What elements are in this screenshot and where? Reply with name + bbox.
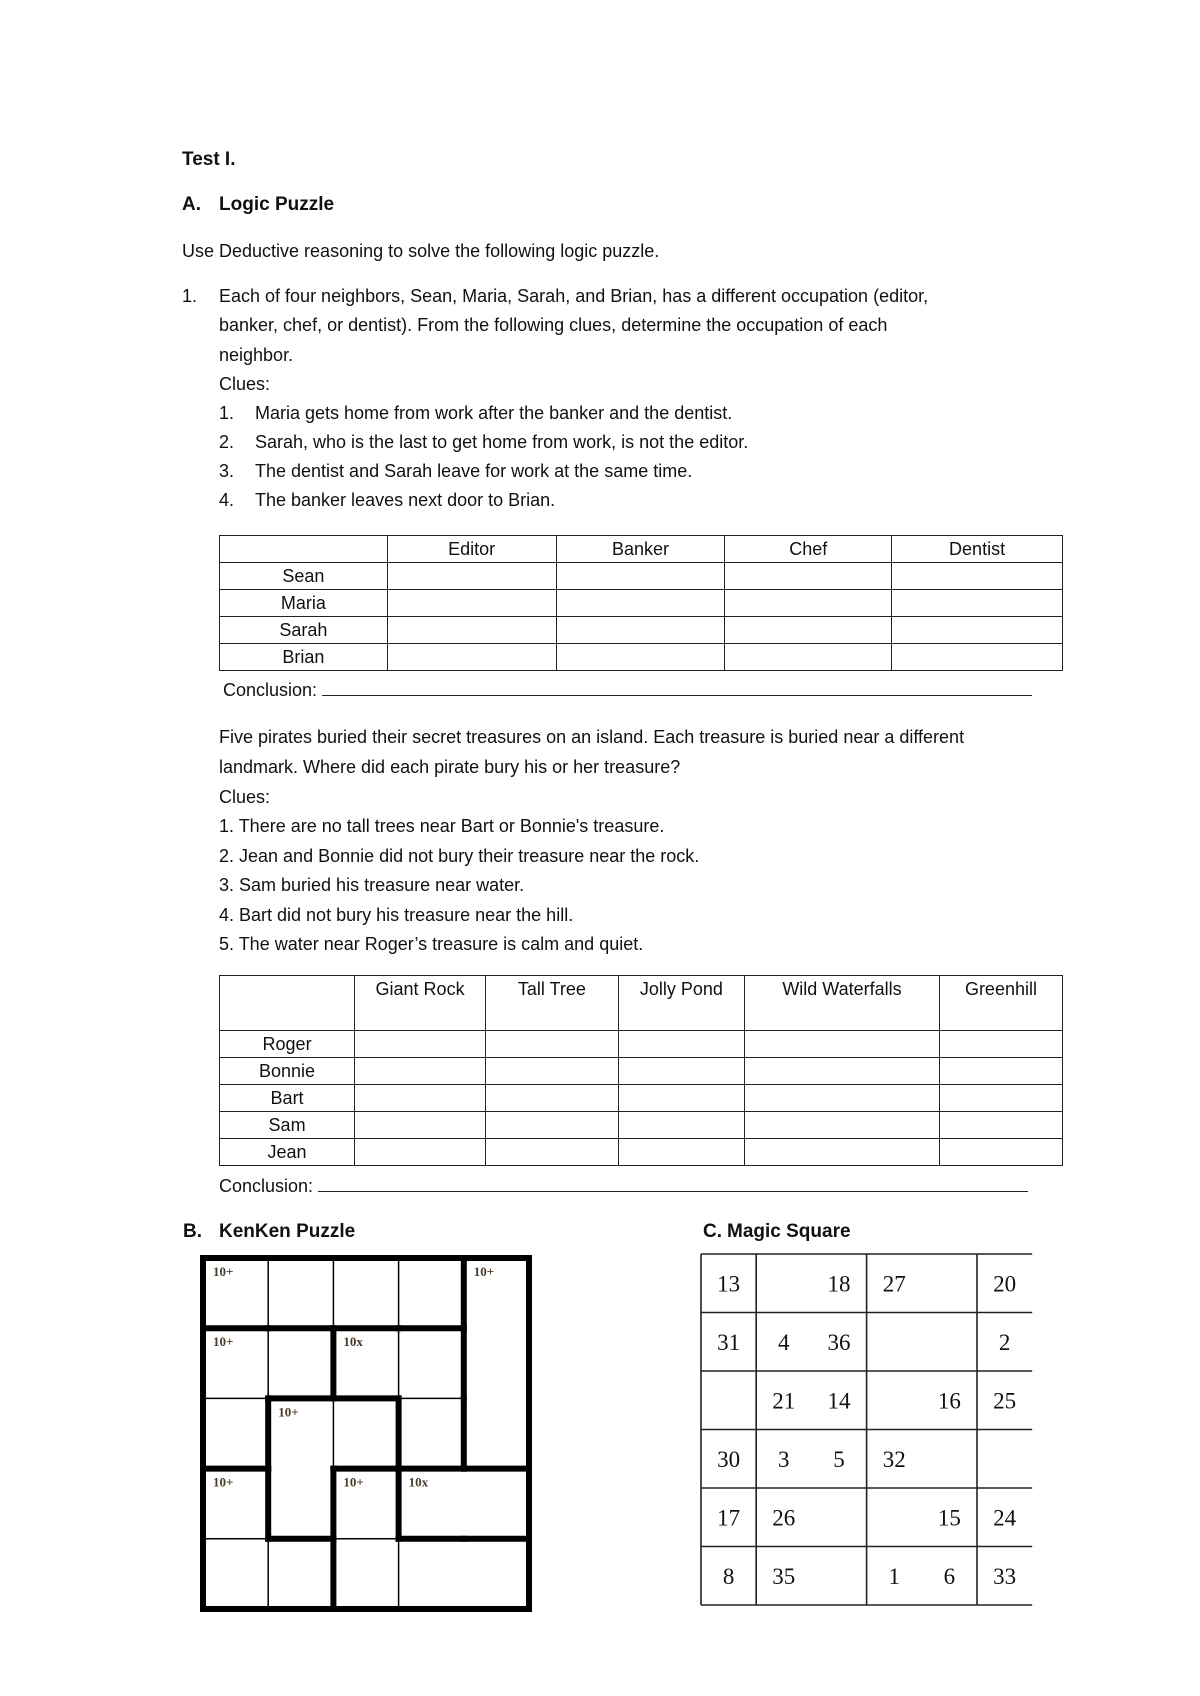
magic-number: 20 (993, 1271, 1017, 1297)
answer-cell[interactable] (892, 563, 1063, 590)
row-label: Sarah (220, 617, 388, 644)
kenken-cell[interactable] (268, 1469, 333, 1539)
table-row (220, 1085, 1063, 1112)
column-header: Dentist (892, 536, 1063, 563)
answer-cell[interactable] (387, 563, 556, 590)
kenken-cell[interactable] (203, 1398, 268, 1468)
cage-clue: 10+ (343, 1474, 364, 1490)
magic-square (698, 1251, 1038, 1611)
section-a-heading: Logic Puzzle (219, 194, 335, 215)
kenken-cell[interactable] (464, 1469, 529, 1539)
clues-label: Clues: (219, 374, 271, 394)
clue-text: Maria gets home from work after the banker and the dentist. (255, 403, 733, 423)
cage-clue: 10+ (213, 1474, 234, 1490)
magic-number: 36 (827, 1329, 851, 1355)
answer-cell[interactable] (939, 1112, 1062, 1139)
answer-cell[interactable] (387, 590, 556, 617)
problem2-line: landmark. Where did each pirate bury his or her treasure? (219, 757, 681, 777)
kenken-cell[interactable] (399, 1398, 464, 1468)
row-label: Sean (220, 563, 388, 590)
magic-cell[interactable] (867, 1371, 922, 1430)
kenken-cell[interactable] (399, 1328, 464, 1398)
answer-cell[interactable] (725, 590, 892, 617)
answer-cell[interactable] (618, 1139, 744, 1166)
table-row (220, 1139, 1063, 1166)
answer-cell[interactable] (892, 590, 1063, 617)
answer-cell[interactable] (745, 1139, 940, 1166)
column-header: Wild Waterfalls (745, 976, 940, 1031)
column-header (220, 976, 355, 1031)
magic-cell[interactable] (867, 1488, 922, 1547)
magic-cell[interactable] (701, 1371, 756, 1430)
magic-number: 30 (717, 1446, 741, 1472)
answer-cell[interactable] (355, 1112, 486, 1139)
answer-cell[interactable] (725, 617, 892, 644)
answer-cell[interactable] (387, 617, 556, 644)
cage-clue: 10+ (213, 1334, 234, 1350)
magic-number: 1 (888, 1563, 900, 1589)
magic-number: 25 (993, 1388, 1017, 1414)
clues-label: Clues: (219, 787, 271, 807)
section-c-letter: C. (703, 1221, 722, 1242)
section-b-letter: B. (183, 1221, 202, 1242)
column-header (220, 536, 388, 563)
kenken-cell[interactable] (464, 1328, 529, 1398)
answer-cell[interactable] (745, 1058, 940, 1085)
section-a-letter: A. (182, 194, 201, 215)
cage-clue: 10x (343, 1334, 363, 1350)
magic-number: 8 (722, 1563, 735, 1589)
magic-cell[interactable] (811, 1547, 866, 1606)
conclusion-1 (223, 680, 1032, 701)
conclusion-answer-line[interactable] (322, 681, 1032, 696)
row-label: Jean (220, 1139, 355, 1166)
column-header: Tall Tree (486, 976, 619, 1031)
conclusion-answer-line[interactable] (318, 1177, 1028, 1192)
table-row (220, 590, 1063, 617)
cage-clue: 10+ (213, 1264, 234, 1279)
answer-cell[interactable] (939, 1031, 1062, 1058)
magic-number: 13 (717, 1271, 741, 1297)
section-c-heading: Magic Square (727, 1221, 851, 1242)
kenken-cell[interactable] (333, 1539, 398, 1609)
kenken-cell[interactable] (464, 1398, 529, 1468)
magic-number: 6 (943, 1563, 956, 1589)
header-row (220, 976, 1063, 1031)
kenken-cell[interactable] (464, 1539, 529, 1609)
magic-cell[interactable] (922, 1430, 977, 1489)
magic-number: 32 (882, 1446, 906, 1472)
clue-number: 3. (219, 461, 235, 481)
kenken-cell[interactable] (399, 1258, 464, 1328)
kenken-cell[interactable] (268, 1258, 333, 1328)
problem1-line: banker, chef, or dentist). From the following clues, determine the occupation of each (219, 315, 888, 335)
cage-clue: 10+ (473, 1264, 495, 1279)
magic-number: 17 (717, 1505, 741, 1531)
table-row (220, 563, 1063, 590)
treasure-table (219, 975, 1063, 1166)
magic-cell[interactable] (811, 1488, 866, 1547)
row-label: Bart (220, 1085, 355, 1112)
kenken-cell[interactable] (203, 1539, 268, 1609)
magic-number: 2 (998, 1329, 1011, 1355)
clue-text: The dentist and Sarah leave for work at the same time. (255, 461, 693, 481)
answer-cell[interactable] (939, 1139, 1062, 1166)
kenken-cell[interactable] (333, 1398, 398, 1468)
magic-number: 18 (827, 1271, 851, 1297)
magic-cell[interactable] (977, 1430, 1032, 1489)
magic-number: 16 (937, 1388, 961, 1414)
column-header: Chef (725, 536, 892, 563)
answer-cell[interactable] (556, 617, 725, 644)
cage-clue: 10x (408, 1474, 429, 1490)
answer-cell[interactable] (725, 563, 892, 590)
row-label: Roger (220, 1031, 355, 1058)
conclusion-label: Conclusion: (223, 680, 318, 700)
table-row (220, 1031, 1063, 1058)
magic-cell[interactable] (867, 1313, 922, 1372)
column-header: Editor (387, 536, 556, 563)
clue-text: 4. Bart did not bury his treasure near the hill. (219, 904, 574, 925)
answer-cell[interactable] (355, 1058, 486, 1085)
answer-cell[interactable] (486, 1139, 619, 1166)
answer-cell[interactable] (725, 644, 892, 671)
section-b-heading: KenKen Puzzle (219, 1221, 356, 1242)
row-label: Bonnie (220, 1058, 355, 1085)
clue-text: Sarah, who is the last to get home from work, is not the editor. (255, 432, 749, 452)
clue-number: 1. (219, 403, 235, 423)
answer-cell[interactable] (556, 590, 725, 617)
clue-number: 2. (219, 432, 235, 452)
cage-clue: 10+ (278, 1404, 299, 1420)
clue-text: 3. Sam buried his treasure near water. (219, 875, 525, 895)
table-row (220, 1112, 1063, 1139)
magic-number: 4 (778, 1329, 790, 1355)
clue-text: The banker leaves next door to Brian. (255, 490, 556, 510)
problem1-line: Each of four neighbors, Sean, Maria, Sarah, and Brian, has a different occupation (editor, (219, 286, 929, 306)
answer-cell[interactable] (618, 1085, 744, 1112)
column-header: Giant Rock (355, 976, 486, 1031)
kenken-grid (198, 1253, 538, 1615)
magic-number: 5 (833, 1446, 845, 1472)
magic-cell[interactable] (756, 1254, 811, 1313)
magic-number: 14 (827, 1388, 851, 1414)
answer-cell[interactable] (745, 1085, 940, 1112)
answer-cell[interactable] (355, 1031, 486, 1058)
answer-cell[interactable] (892, 644, 1063, 671)
magic-number: 35 (772, 1563, 796, 1589)
table-row (220, 617, 1063, 644)
clue-number: 4. (219, 490, 235, 510)
test-title: Test I. (182, 149, 236, 170)
answer-cell[interactable] (892, 617, 1063, 644)
answer-cell[interactable] (618, 1031, 744, 1058)
magic-cell[interactable] (922, 1254, 977, 1313)
answer-cell[interactable] (486, 1058, 619, 1085)
table-row (220, 1058, 1063, 1085)
conclusion-2 (219, 1176, 1028, 1197)
answer-cell[interactable] (486, 1085, 619, 1112)
magic-number: 3 (778, 1446, 790, 1472)
answer-cell[interactable] (355, 1085, 486, 1112)
clue-text: 5. The water near Roger’s treasure is calm and quiet. (219, 934, 644, 954)
magic-number: 26 (772, 1505, 796, 1531)
magic-number: 27 (882, 1271, 906, 1297)
answer-cell[interactable] (745, 1031, 940, 1058)
row-label: Brian (220, 644, 388, 671)
magic-number: 31 (717, 1329, 741, 1355)
answer-cell[interactable] (618, 1058, 744, 1085)
answer-cell[interactable] (939, 1085, 1062, 1112)
answer-cell[interactable] (387, 644, 556, 671)
magic-number: 24 (993, 1505, 1017, 1531)
row-label: Sam (220, 1112, 355, 1139)
answer-cell[interactable] (939, 1058, 1062, 1085)
magic-number: 33 (993, 1563, 1017, 1589)
clue-text: 1. There are no tall trees near Bart or Bonnie's treasure. (219, 816, 665, 836)
kenken-cell[interactable] (399, 1539, 464, 1609)
answer-cell[interactable] (556, 644, 725, 671)
occupation-table (219, 535, 1063, 671)
table-row (220, 644, 1063, 671)
problem1-number: 1. (182, 286, 198, 306)
instruction: Use Deductive reasoning to solve the following logic puzzle. (182, 241, 660, 261)
kenken-cell[interactable] (268, 1328, 333, 1398)
answer-cell[interactable] (556, 563, 725, 590)
conclusion-label: Conclusion: (219, 1176, 314, 1196)
answer-cell[interactable] (355, 1139, 486, 1166)
row-label: Maria (220, 590, 388, 617)
column-header: Jolly Pond (618, 976, 744, 1031)
magic-number: 15 (937, 1505, 961, 1531)
column-header: Banker (556, 536, 725, 563)
clue-text: 2. Jean and Bonnie did not bury their treasure near the rock. (219, 845, 700, 866)
answer-cell[interactable] (486, 1112, 619, 1139)
magic-number: 21 (772, 1388, 796, 1414)
answer-cell[interactable] (745, 1112, 940, 1139)
problem1-line: neighbor. (219, 345, 294, 365)
kenken-cell[interactable] (268, 1539, 333, 1609)
column-header: Greenhill (939, 976, 1062, 1031)
answer-cell[interactable] (486, 1031, 619, 1058)
answer-cell[interactable] (618, 1112, 744, 1139)
kenken-cell[interactable] (333, 1258, 398, 1328)
problem2-line: Five pirates buried their secret treasures on an island. Each treasure is buried near a different (219, 727, 965, 747)
magic-cell[interactable] (922, 1313, 977, 1372)
header-row (220, 536, 1063, 563)
